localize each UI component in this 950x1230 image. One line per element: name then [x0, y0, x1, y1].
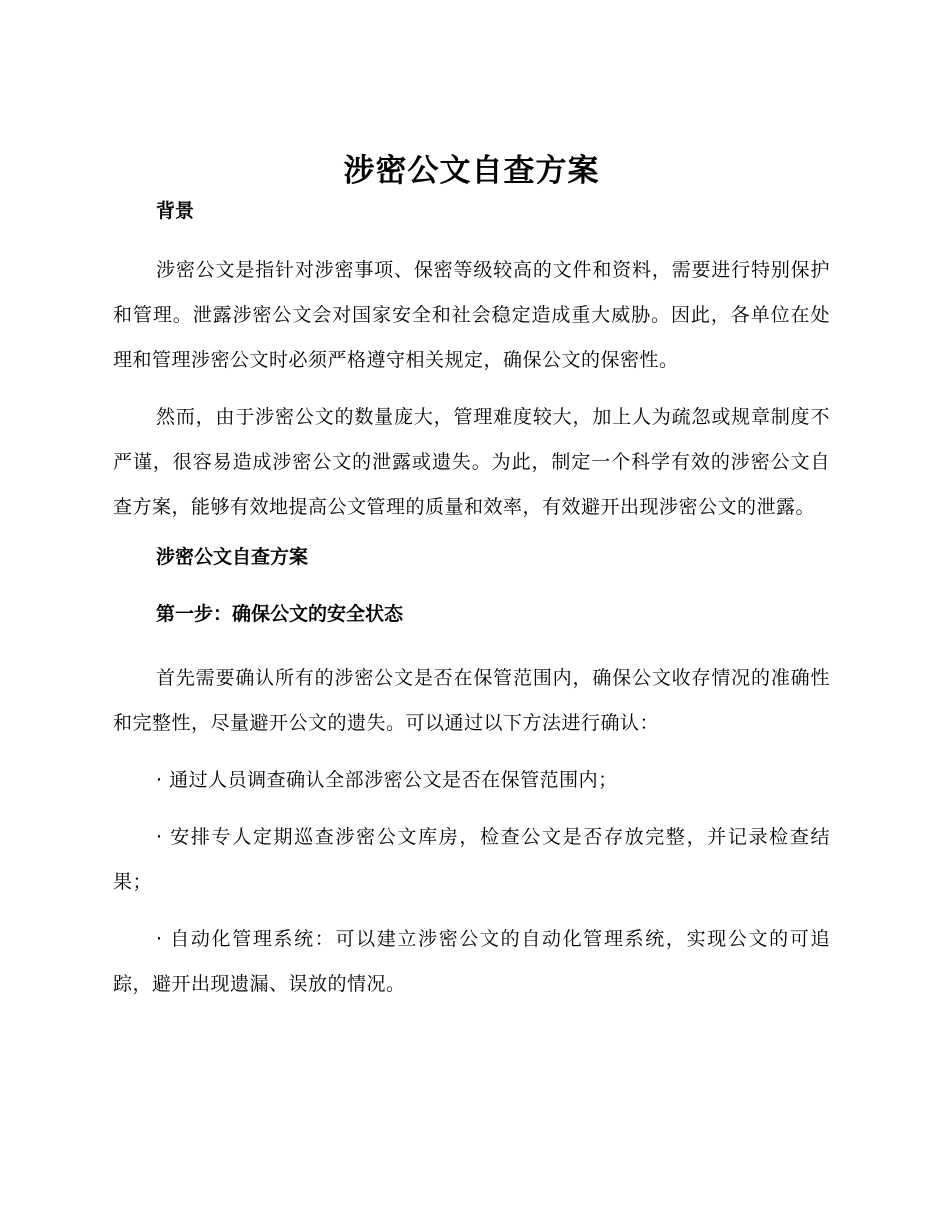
document-title: 涉密公文自查方案 [343, 153, 600, 189]
section-heading-background: 背景 [156, 200, 195, 222]
bullet-item: · 安排专人定期巡查涉密公文库房，检查公文是否存放完整，并记录检查结果； [113, 826, 830, 893]
paragraph-background-1: 涉密公文是指针对涉密事项、保密等级较高的文件和资料，需要进行特别保护和管理。泄露涉密公文会对国家安全和社会稳定造成重大威胁。因此，各单位在处理和管理涉密公文时必须严格遵守相关规定，确保公文的保密性。 [113, 259, 830, 371]
paragraph-background-2: 然而，由于涉密公文的数量庞大，管理难度较大，加上人为疏忽或规章制度不严谨，很容易造成涉密公文的泄露或遗失。为此，制定一个科学有效的涉密公文自查方案，能够有效地提高公文管理的质量和效率，有效避开出现涉密公文的泄露。 [113, 406, 830, 518]
section-heading-step1: 第一步：确保公文的安全状态 [156, 603, 404, 625]
paragraph-step1-intro: 首先需要确认所有的涉密公文是否在保管范围内，确保公文收存情况的准确性和完整性，尽量避开公文的遗失。可以通过以下方法进行确认： [113, 667, 830, 734]
bullet-item: · 自动化管理系统：可以建立涉密公文的自动化管理系统，实现公文的可追踪，避开出现遗漏、误放的情况。 [113, 928, 830, 995]
bullet-item: · 通过人员调查确认全部涉密公文是否在保管范围内； [156, 769, 618, 791]
section-heading-plan: 涉密公文自查方案 [156, 546, 309, 568]
